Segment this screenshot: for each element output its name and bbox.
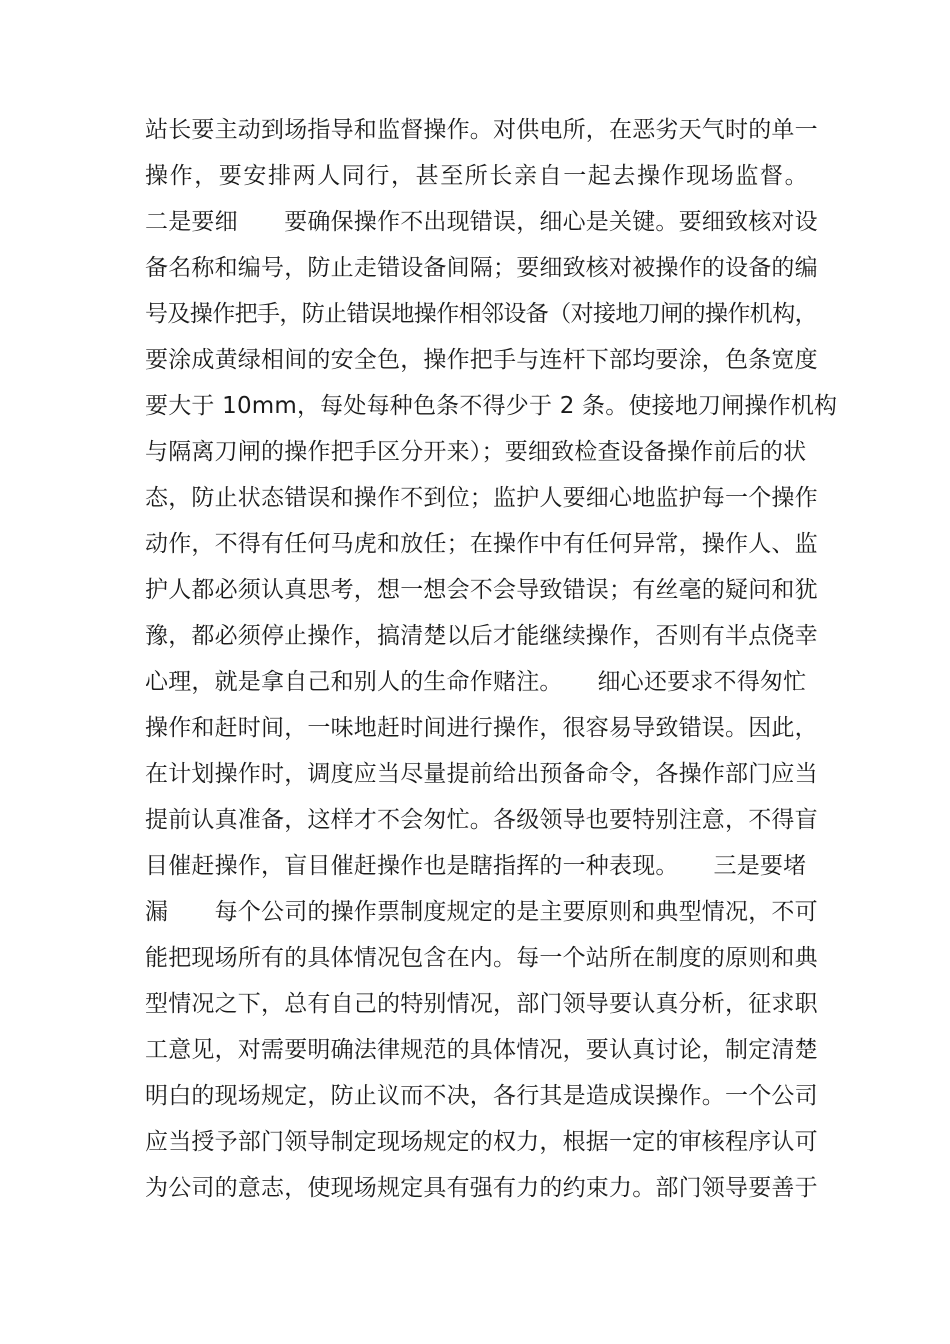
text-line: 工意见，对需要明确法律规范的具体情况，要认真讨论，制定清楚 [145,1037,818,1063]
text-line: 型情况之下，总有自己的特别情况，部门领导要认真分析，征求职 [145,991,818,1017]
text-line: 与隔离刀闸的操作把手区分开来）；要细致检查设备操作前后的状 [145,439,807,465]
text-line: 目催赶操作，盲目催赶操作也是瞎指挥的一种表现。 三是要堵 [145,853,807,879]
text-line: 漏 每个公司的操作票制度规定的是主要原则和典型情况，不可 [145,899,818,925]
text-line: 态，防止状态错误和操作不到位；监护人要细心地监护每一个操作 [145,485,818,511]
text-line: 豫，都必须停止操作，搞清楚以后才能继续操作，否则有半点侥幸 [145,623,818,649]
text-line: 明白的现场规定，防止议而不决，各行其是造成误操作。一个公司 [145,1083,818,1109]
text-line: 为公司的意志，使现场规定具有强有力的约束力。部门领导要善于 [145,1175,818,1201]
text-line: 应当授予部门领导制定现场规定的权力，根据一定的审核程序认可 [145,1129,818,1155]
text-line: 心理，就是拿自己和别人的生命作赌注。 细心还要求不得匆忙 [145,669,807,695]
text-line: 操作和赶时间，一味地赶时间进行操作，很容易导致错误。因此， [145,715,818,741]
text-line: 操作，要安排两人同行，甚至所长亲自一起去操作现场监督。 [145,163,810,189]
text-line: 在计划操作时，调度应当尽量提前给出预备命令，各操作部门应当 [145,761,818,787]
text-line: 要涂成黄绿相间的安全色，操作把手与连杆下部均要涂，色条宽度 [145,347,818,373]
text-line: 二是要细 要确保操作不出现错误，细心是关键。要细致核对设 [145,209,818,235]
text-line: 护人都必须认真思考，想一想会不会导致错误；有丝毫的疑问和犹 [145,577,818,603]
text-line: 动作，不得有任何马虎和放任；在操作中有任何异常，操作人、监 [145,531,818,557]
text-line: 提前认真准备，这样才不会匆忙。各级领导也要特别注意，不得盲 [145,807,818,833]
text-line: 站长要主动到场指导和监督操作。对供电所，在恶劣天气时的单一 [145,117,818,143]
text-line: 备名称和编号，防止走错设备间隔；要细致核对被操作的设备的编 [145,255,818,281]
text-line: 能把现场所有的具体情况包含在内。每一个站所在制度的原则和典 [145,945,818,971]
text-line: 要大于 10mm，每处每种色条不得少于 2 条。使接地刀闸操作机构 [145,393,838,419]
text-line: 号及操作把手，防止错误地操作相邻设备（对接地刀闸的操作机构， [145,301,818,327]
